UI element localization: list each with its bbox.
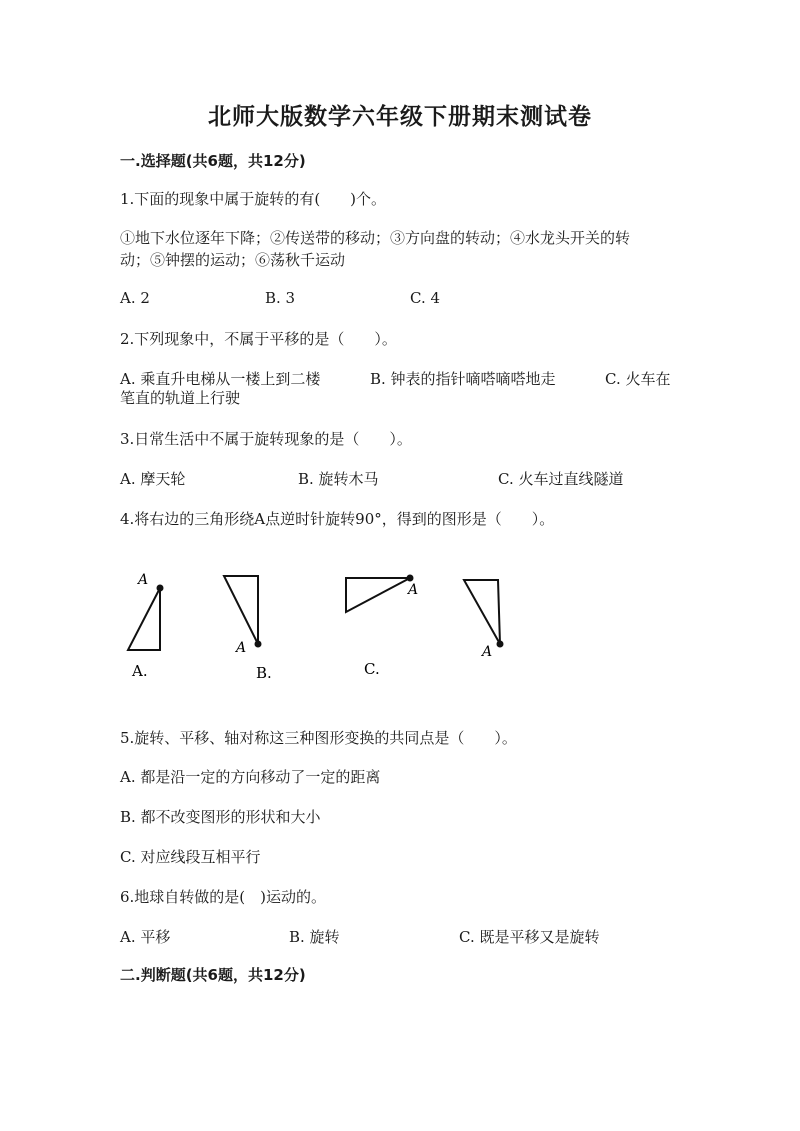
figure-point-label: A: [236, 640, 247, 656]
figure-option-b-triangle: [224, 576, 272, 682]
question-6-option-b: B. 旋转: [289, 928, 340, 946]
question-6-stem: 6.地球自转做的是( )运动的。: [120, 888, 327, 906]
question-2-option-b: B. 钟表的指针嘀嗒嘀嗒地走: [370, 370, 556, 388]
figure-label-c: C.: [364, 660, 380, 678]
question-1-stem: 1.下面的现象中属于旋转的有( )个。: [120, 190, 387, 208]
figure-label-a: A.: [132, 662, 148, 680]
question-2-option-c: C. 火车在: [605, 370, 671, 388]
question-1-description-line2: 动；⑤钟摆的运动；⑥荡秋千运动: [120, 251, 346, 269]
question-2-stem: 2.下列现象中，不属于平移的是（ ）。: [120, 330, 397, 348]
figure-option-a-triangle: [128, 572, 164, 680]
section-heading-choice: 一.选择题(共6题，共12分): [120, 152, 306, 170]
page-title: 北师大版数学六年级下册期末测试卷: [208, 103, 592, 130]
question-6-option-c: C. 既是平移又是旋转: [459, 928, 600, 946]
question-3-stem: 3.日常生活中不属于旋转现象的是（ ）。: [120, 430, 412, 448]
question-3-option-c: C. 火车过直线隧道: [498, 470, 624, 488]
question-5-stem: 5.旋转、平移、轴对称这三种图形变换的共同点是（ ）。: [120, 729, 517, 747]
question-4-stem: 4.将右边的三角形绕A点逆时针旋转90°，得到的图形是（ ）。: [120, 510, 555, 528]
figure-option-c-triangle: [346, 575, 418, 679]
question-4-figure: [118, 560, 538, 690]
question-5-option-b: B. 都不改变图形的形状和大小: [120, 808, 321, 826]
question-1-option-c: C. 4: [410, 289, 441, 307]
question-3-option-a: A. 摩天轮: [120, 470, 186, 488]
question-3-option-b: B. 旋转木马: [298, 470, 379, 488]
section-heading-judgement: 二.判断题(共6题，共12分): [120, 966, 306, 984]
question-2-option-a: A. 乘直升电梯从一楼上到二楼: [120, 370, 321, 388]
figure-point-label: A: [482, 644, 493, 660]
question-6-option-a: A. 平移: [120, 928, 171, 946]
figure-label-b: B.: [256, 664, 272, 682]
question-1-option-b: B. 3: [265, 289, 296, 307]
figure-original-triangle: [464, 580, 504, 660]
figure-point-label: A: [138, 572, 149, 588]
question-5-option-a: A. 都是沿一定的方向移动了一定的距离: [120, 768, 381, 786]
question-1-description-line1: ①地下水位逐年下降；②传送带的移动；③方向盘的转动；④水龙头开关的转: [120, 229, 631, 247]
question-1-option-a: A. 2: [120, 289, 150, 307]
figure-point-label: A: [408, 582, 419, 598]
question-5-option-c: C. 对应线段互相平行: [120, 848, 261, 866]
question-2-option-c-continued: 笔直的轨道上行驶: [120, 389, 241, 407]
